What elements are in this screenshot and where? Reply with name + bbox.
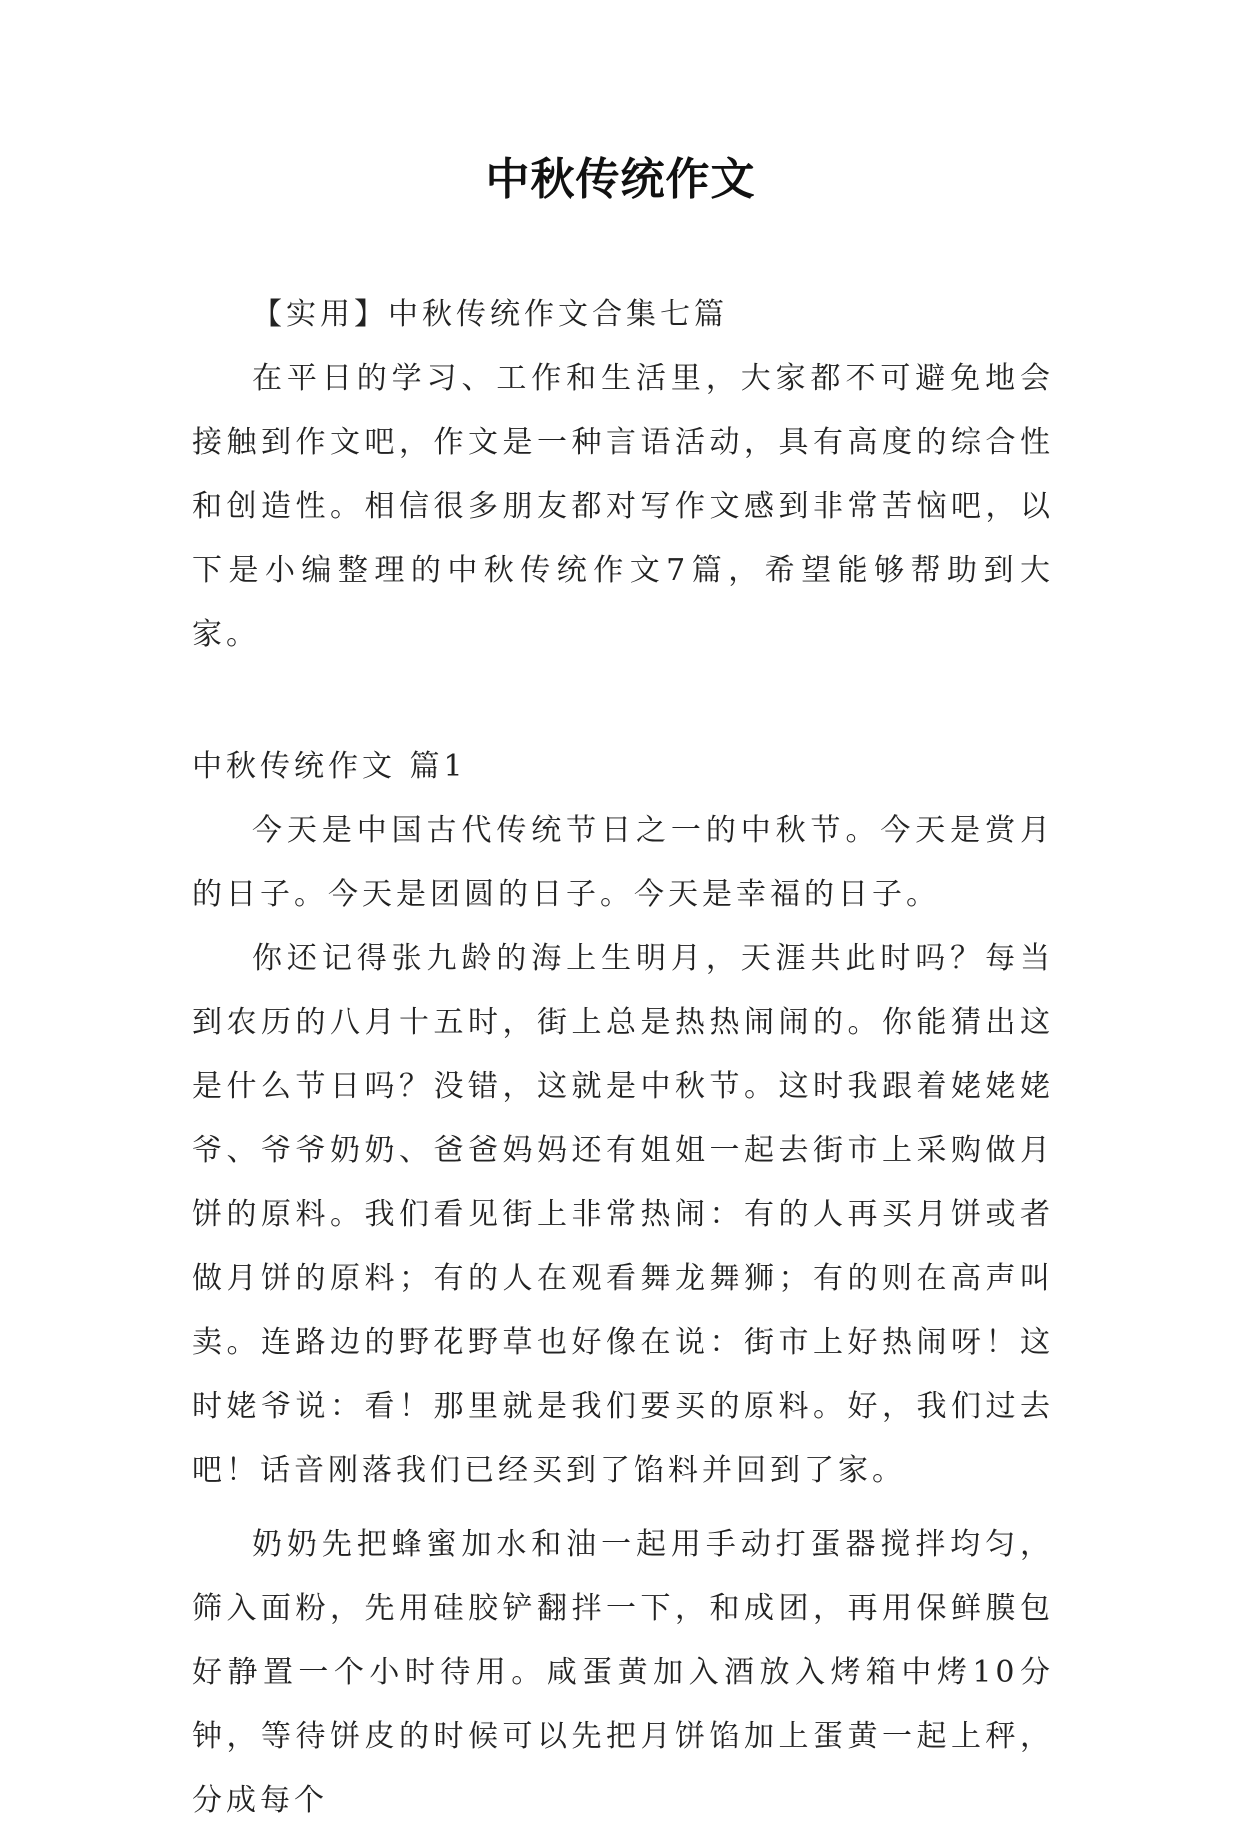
section-gap [192,667,1054,735]
document-body [192,283,1054,1833]
intro-paragraph: 在平日的学习、工作和生活里，大家都不可避免地会接触到作文吧，作文是一种言语活动，具有高度的综合性和创造性。相信很多朋友都对写作文感到非常苦恼吧，以下是小编整理的中秋传统作文7篇，希望能够帮助到大家。 [192,361,1054,652]
document-subtitle: 【实用】中秋传统作文合集七篇 [252,297,728,332]
body-paragraph: 奶奶先把蜂蜜加水和油一起用手动打蛋器搅拌均匀，筛入面粉，先用硅胶铲翻拌一下，和成团，再用保鲜膜包好静置一个小时待用。咸蛋黄加入酒放入烤箱中烤10分钟，等待饼皮的时候可以先把月饼馅加上蛋黄一起上秤，分成每个 [192,1527,1054,1818]
section-heading: 中秋传统作文 篇1 [192,749,467,784]
paragraph-gap [192,1503,1054,1513]
body-paragraph: 你还记得张九龄的海上生明月，天涯共此时吗？每当到农历的八月十五时，街上总是热热闹闹的。你能猜出这是什么节日吗？没错，这就是中秋节。这时我跟着姥姥姥爷、爷爷奶奶、爸爸妈妈还有姐姐一起去街市上采购做月饼的原料。我们看见街上非常热闹：有的人再买月饼或者做月饼的原料；有的人在观看舞龙舞狮；有的则在高声叫卖。连路边的野花野草也好像在说：街市上好热闹呀！这时姥爷说：看！那里就是我们要买的原料。好，我们过去吧！话音刚落我们已经买到了馅料并回到了家。 [192,941,1054,1488]
body-paragraph: 今天是中国古代传统节日之一的中秋节。今天是赏月的日子。今天是团圆的日子。今天是幸福的日子。 [192,813,1054,912]
document-title: 中秋传统作文 [485,154,756,205]
